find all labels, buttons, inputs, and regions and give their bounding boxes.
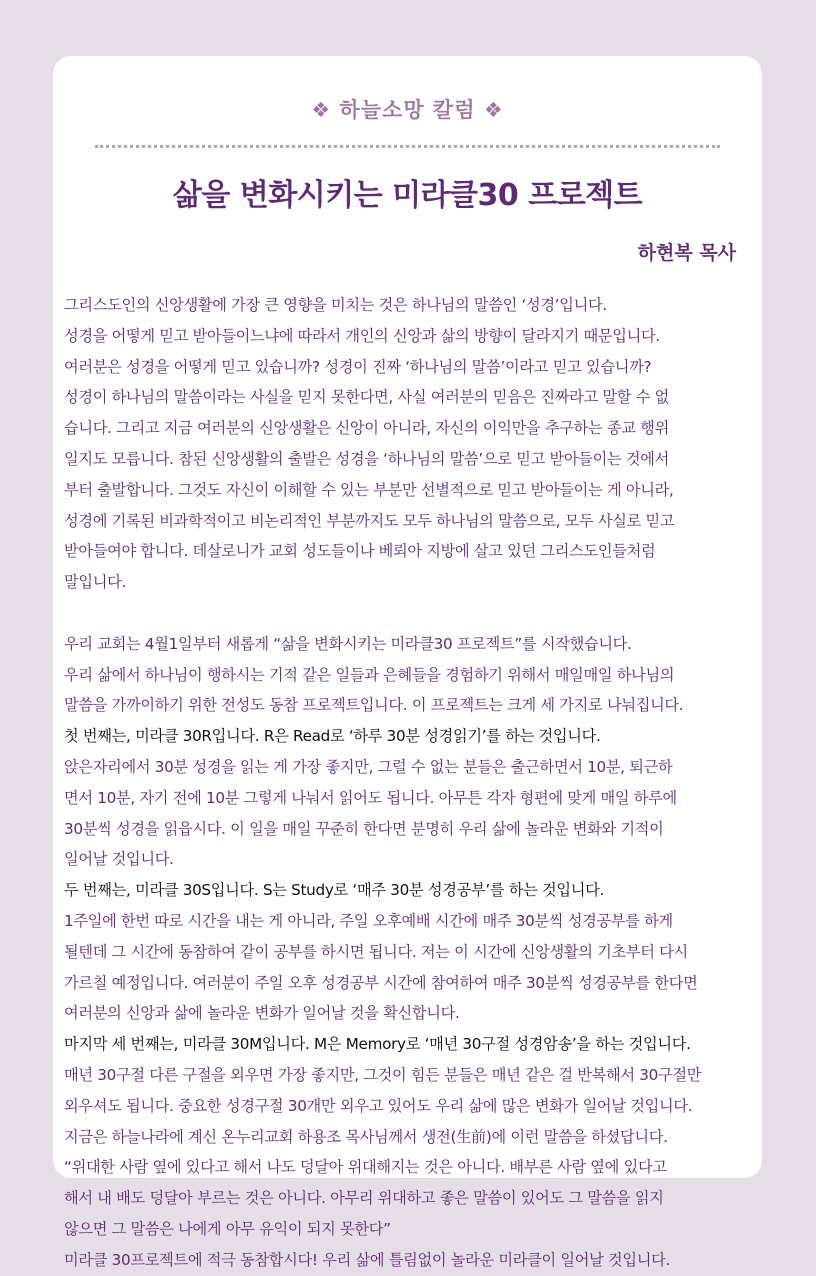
text-line: 일어날 것입니다.: [64, 850, 174, 869]
text-line: 가르칠 예정입니다. 여러분이 주일 오후 성경공부 시간에 참여하여 매주 30분씩 성경공부를 한다면: [64, 973, 698, 992]
text-line: 성경을 어떻게 믿고 받아들이느냐에 따라서 개인의 신앙과 삶의 방향이 달라지기 때문입니다.: [64, 326, 660, 345]
text-line: 매년 30구절 다른 구절을 외우면 가장 좋지만, 그것이 힘든 분들은 매년 같은 걸 반복해서 30구절만: [64, 1065, 702, 1084]
text-line: 면서 10분, 자기 전에 10분 그렇게 나눠서 읽어도 됩니다. 아무튼 각자 형편에 맞게 매일 하루에: [64, 788, 677, 807]
text-line: 해서 내 배도 덩달아 부르는 것은 아니다. 아무리 위대하고 좋은 말씀이 있어도 그 말씀을 읽지: [64, 1189, 664, 1208]
text-line: 될텐데 그 시간에 동참하여 같이 공부를 하시면 됩니다. 저는 이 시간에 신앙생활의 기초부터 다시: [64, 942, 688, 961]
dotted-divider: [95, 145, 720, 148]
text-line: 그리스도인의 신앙생활에 가장 큰 영향을 미치는 것은 하나님의 말씀인 ‘성경’입니다.: [64, 296, 607, 314]
column-card: [53, 56, 762, 1269]
text-line: 습니다. 그리고 지금 여러분의 신앙생활은 신앙이 아니라, 자신의 이익만을 추구하는 종교 행위: [64, 419, 669, 438]
section-heading-line: 첫 번째는, 미라클 30R입니다. R은 Read로 ‘하루 30분 성경읽기’를 하는 것입니다.: [64, 727, 601, 746]
text-line: 일지도 모릅니다. 참된 신앙생활의 출발은 성경을 ‘하나님의 말씀’으로 믿고 받아들이는 것에서: [64, 449, 669, 468]
text-line: 성경에 기록된 비과학적이고 비논리적인 부분까지도 모두 하나님의 말씀으로, 모두 사실로 믿고: [64, 511, 675, 530]
section-heading-line: 마지막 세 번째는, 미라클 30M입니다. M은 Memory로 ‘매년 30구절 성경암송’을 하는 것입니다.: [64, 1035, 691, 1054]
text-line: 받아들여야 합니다. 데살로니가 교회 성도들이나 베뢰아 지방에 살고 있던 그리스도인들처럼: [64, 542, 656, 561]
author-name: 하현복 목사: [637, 242, 736, 264]
text-line: 부터 출발합니다. 그것도 자신이 이해할 수 있는 부분만 선별적으로 믿고 받아들이는 게 아니라,: [64, 480, 674, 499]
text-line: 여러분의 신앙과 삶에 놀라운 변화가 일어날 것을 확신합니다.: [64, 1004, 460, 1023]
text-line: 앉은자리에서 30분 성경을 읽는 게 가장 좋지만, 그럴 수 없는 분들은 출근하면서 10분, 퇴근하: [64, 757, 673, 776]
text-line: 말입니다.: [64, 573, 127, 592]
text-line: 여러분은 성경을 어떻게 믿고 있습니까? 성경이 진짜 ‘하나님의 말씀’이라고 믿고 있습니까?: [64, 357, 652, 376]
text-line: 미라클 30프로젝트에 적극 동참합시다! 우리 삶에 틀림없이 놀라운 미라클이 일어날 것입니다.: [64, 1250, 671, 1269]
article-body: [64, 290, 756, 1276]
section-heading-line: 두 번째는, 미라클 30S입니다. S는 Study로 ‘매주 30분 성경공부’를 하는 것입니다.: [64, 881, 605, 900]
text-line: “위대한 사람 옆에 있다고 해서 나도 덩달아 위대해지는 것은 아니다. 배부른 사람 옆에 있다고: [64, 1158, 667, 1177]
article-title: 삶을 변화시키는 미라클30 프로젝트: [172, 178, 643, 213]
text-line: 성경이 하나님의 말씀이라는 사실을 믿지 못한다면, 사실 여러분의 믿음은 진짜라고 말할 수 없: [64, 388, 669, 407]
text-line: 외우셔도 됩니다. 중요한 성경구절 30개만 외우고 있어도 우리 삶에 많은 변화가 일어날 것입니다.: [64, 1096, 693, 1115]
text-line: 않으면 그 말씀은 나에게 아무 유익이 되지 못한다”: [64, 1219, 391, 1238]
text-line: 1주일에 한번 따로 시간을 내는 게 아니라, 주일 오후예배 시간에 매주 30분씩 성경공부를 하게: [64, 911, 673, 930]
paragraph-gap: [64, 598, 756, 629]
text-line: 우리 교회는 4월1일부터 새롭게 “삶을 변화시키는 미라클30 프로젝트”를 시작했습니다.: [64, 634, 632, 653]
text-line: 지금은 하늘나라에 계신 온누리교회 하용조 목사님께서 생전(生前)에 이런 말씀을 하셨답니다.: [64, 1127, 668, 1146]
paragraph-1: [64, 290, 756, 598]
column-label: ❖ 하늘소망 칼럼 ❖: [311, 98, 504, 122]
paragraph-2: [64, 629, 756, 1276]
text-line: 우리 삶에서 하나님이 행하시는 기적 같은 일들과 은혜들을 경험하기 위해서 매일매일 하나님의: [64, 665, 675, 684]
text-line: 30분씩 성경을 읽읍시다. 이 일을 매일 꾸준히 한다면 분명히 우리 삶에 놀라운 변화와 기적이: [64, 819, 664, 838]
text-line: 말씀을 가까이하기 위한 전성도 동참 프로젝트입니다. 이 프로젝트는 크게 세 가지로 나눠집니다.: [64, 696, 684, 715]
